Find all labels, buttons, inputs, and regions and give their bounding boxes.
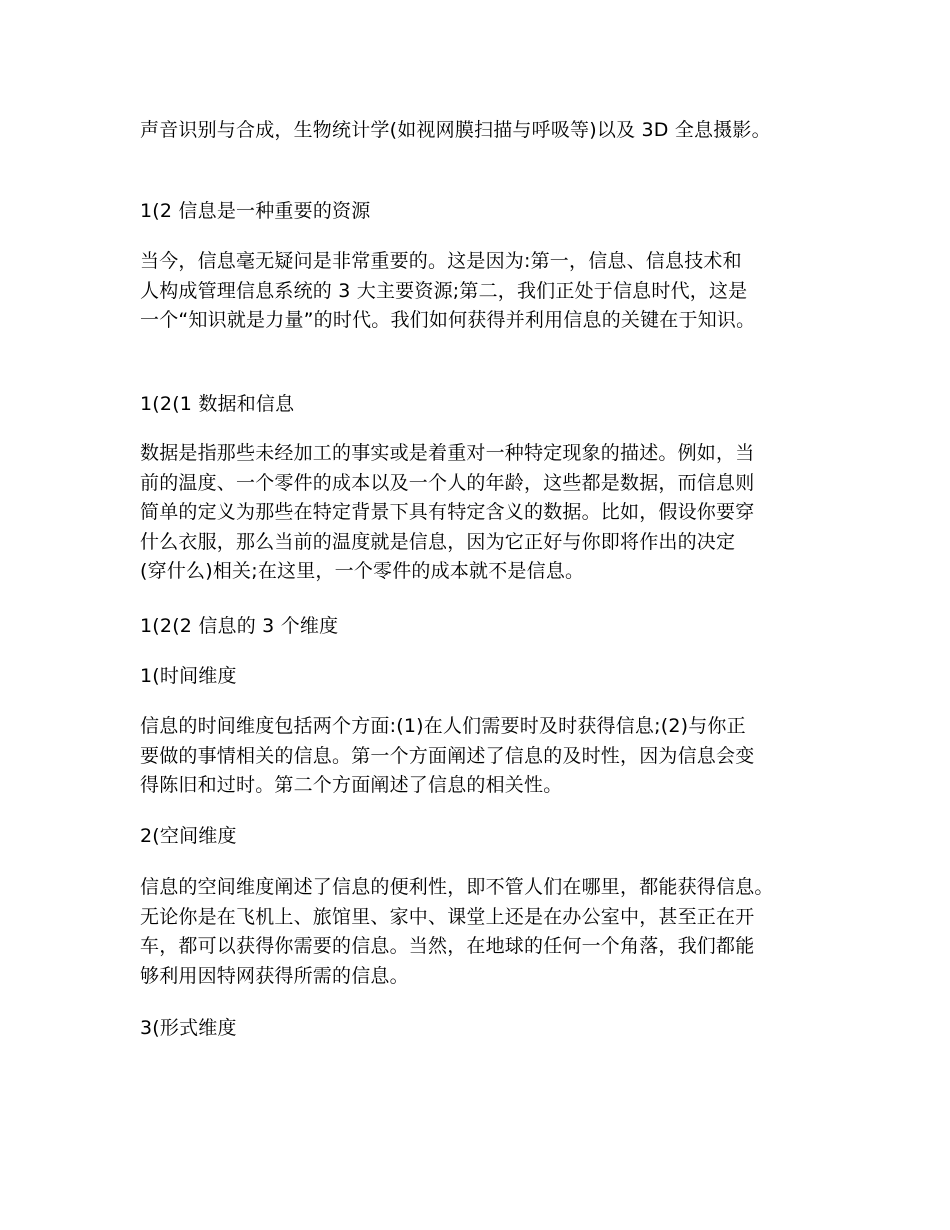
text-line: 信息的空间维度阐述了信息的便利性，即不管人们在哪里，都能获得信息。 (140, 876, 774, 898)
text-line: (穿什么)相关;在这里，一个零件的成本就不是信息。 (140, 560, 585, 582)
section-heading-1-2-1: 1(2(1 数据和信息 (140, 393, 295, 415)
text-line: 够利用因特网获得所需的信息。 (140, 964, 409, 987)
text-line: 简单的定义为那些在特定背景下具有特定含义的数据。比如，假设你要穿 (140, 501, 755, 523)
text-line: 得陈旧和过时。第二个方面阐述了信息的相关性。 (140, 774, 563, 796)
section-heading-1-2: 1(2 信息是一种重要的资源 (140, 200, 371, 222)
paragraph-time-dimension (140, 712, 830, 801)
text-line: 一个“知识就是力量”的时代。我们如何获得并利用信息的关键在于知识。 (140, 309, 756, 331)
text-line: 车，都可以获得你需要的信息。当然，在地球的任何一个角落，我们都能 (140, 935, 755, 957)
text-line: 要做的事情相关的信息。第一个方面阐述了信息的及时性，因为信息会变 (140, 744, 755, 767)
text-line: 当今，信息毫无疑问是非常重要的。这是因为:第一，信息、信息技术和 (140, 250, 742, 272)
paragraph-intro (140, 116, 830, 146)
text-line: 人构成管理信息系统的 3 大主要资源;第二，我们正处于信息时代，这是 (140, 279, 748, 302)
text-line: 声音识别与合成，生物统计学(如视网膜扫描与呼吸等)以及 3D 全息摄影。 (140, 119, 771, 141)
text-line: 无论你是在飞机上、旅馆里、家中、课堂上还是在办公室中，甚至正在开 (140, 905, 755, 928)
paragraph-data-and-info (140, 439, 830, 587)
subheading-space-dimension: 2(空间维度 (140, 825, 237, 847)
paragraph-space-dimension (140, 873, 830, 991)
subheading-time-dimension: 1(时间维度 (140, 665, 237, 687)
subheading-form-dimension: 3(形式维度 (140, 1017, 237, 1039)
section-heading-1-2-2: 1(2(2 信息的 3 个维度 (140, 615, 339, 637)
paragraph-resource (140, 247, 830, 336)
text-line: 什么衣服，那么当前的温度就是信息，因为它正好与你即将作出的决定 (140, 530, 736, 553)
text-line: 数据是指那些未经加工的事实或是着重对一种特定现象的描述。例如，当 (140, 442, 755, 464)
text-line: 信息的时间维度包括两个方面:(1)在人们需要时及时获得信息;(2)与你正 (140, 715, 746, 737)
text-line: 前的温度、一个零件的成本以及一个人的年龄，这些都是数据，而信息则 (140, 471, 755, 494)
